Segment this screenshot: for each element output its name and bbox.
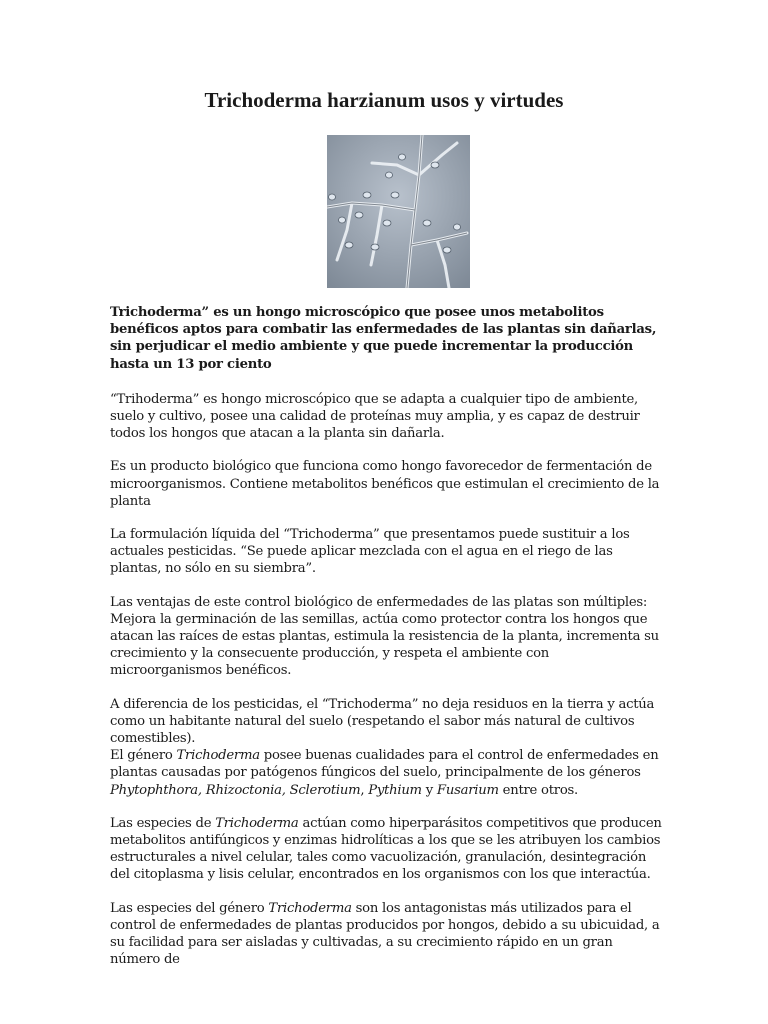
paragraph bbox=[110, 900, 662, 969]
text-run: posee buenas cualidades para el control de enfermedades en plantas causadas por patógenos fúngicos del suelo, principalmente de los géneros bbox=[110, 748, 659, 781]
text-run: y bbox=[421, 782, 437, 798]
text-run: Las especies del género bbox=[110, 900, 269, 916]
text-run: El género bbox=[110, 748, 177, 764]
genus-name: Trichoderma bbox=[215, 815, 299, 831]
genus-name: Trichoderma bbox=[268, 900, 352, 916]
page-title: Trichoderma harzianum usos y virtudes bbox=[204, 88, 564, 112]
text-run: entre otros. bbox=[498, 782, 579, 798]
paragraph: “Trihoderma” es hongo microscópico que se adapta a cualquier tipo de ambiente, suelo y cultivo, posee una calidad de proteínas muy amplia, y es capaz de destruir todos los hongos que atacan a la planta sin dañarla. bbox=[110, 391, 640, 442]
trichoderma-micrograph-image bbox=[327, 135, 470, 288]
genus-name: Pythium bbox=[368, 782, 422, 798]
genus-name: Trichoderma bbox=[176, 748, 260, 764]
document-body bbox=[110, 304, 662, 985]
paragraph: Las ventajas de este control biológico de enfermedades de las platas son múltiples: Mejora la germinación de las semillas, actúa como protector contra los hongos que atacan las raíces de estas plantas, estimula la resistencia de la planta, incrementa su crecimiento y la consecuente producción, y respeta el ambiente con microorganismos benéficos. bbox=[110, 594, 659, 679]
lead-paragraph: Trichoderma” es un hongo microscópico que posee unos metabolitos benéficos aptos para combatir las enfermedades de las plantas sin dañarlas, sin perjudicar el medio ambiente y que puede incrementar la producción hasta un 13 por ciento bbox=[110, 305, 657, 372]
text-run: son los antagonistas más utilizados para el control de enfermedades de plantas producidos por hongos, debido a su ubicuidad, a su facilidad para ser aisladas y cultivadas, a su crecimiento rápido en un gran número de bbox=[110, 900, 660, 968]
genus-name: Phytophthora, Rhizoctonia, Sclerotium bbox=[110, 782, 361, 798]
text-run: actúan como hiperparásitos competitivos que producen metabolitos antifúngicos y enzimas hidrolíticas a los que se les atribuyen los cambios estructurales a nivel celular, tales como vacuolización, granulación, desintegración del citoplasma y lisis celular, encontrados en los organismos con los que interactúa. bbox=[110, 815, 662, 883]
paragraph: Es un producto biológico que funciona como hongo favorecedor de fermentación de microorganismos. Contiene metabolitos benéficos que estimulan el crecimiento de la planta bbox=[110, 459, 660, 509]
paragraph: A diferencia de los pesticidas, el “Trichoderma” no deja residuos en la tierra y actúa como un habitante natural del suelo (respetando el sabor más natural de cultivos comestibles). bbox=[110, 696, 655, 747]
genus-name: Fusarium bbox=[436, 782, 499, 798]
paragraph bbox=[110, 747, 662, 799]
text-run: , bbox=[360, 782, 369, 798]
paragraph bbox=[110, 815, 662, 884]
paragraph: La formulación líquida del “Trichoderma” que presentamos puede sustituir a los actuales pesticidas. “Se puede aplicar mezclada con el agua en el riego de las plantas, no sólo en su siembra”. bbox=[110, 527, 630, 577]
text-run: Las especies de bbox=[110, 815, 216, 831]
